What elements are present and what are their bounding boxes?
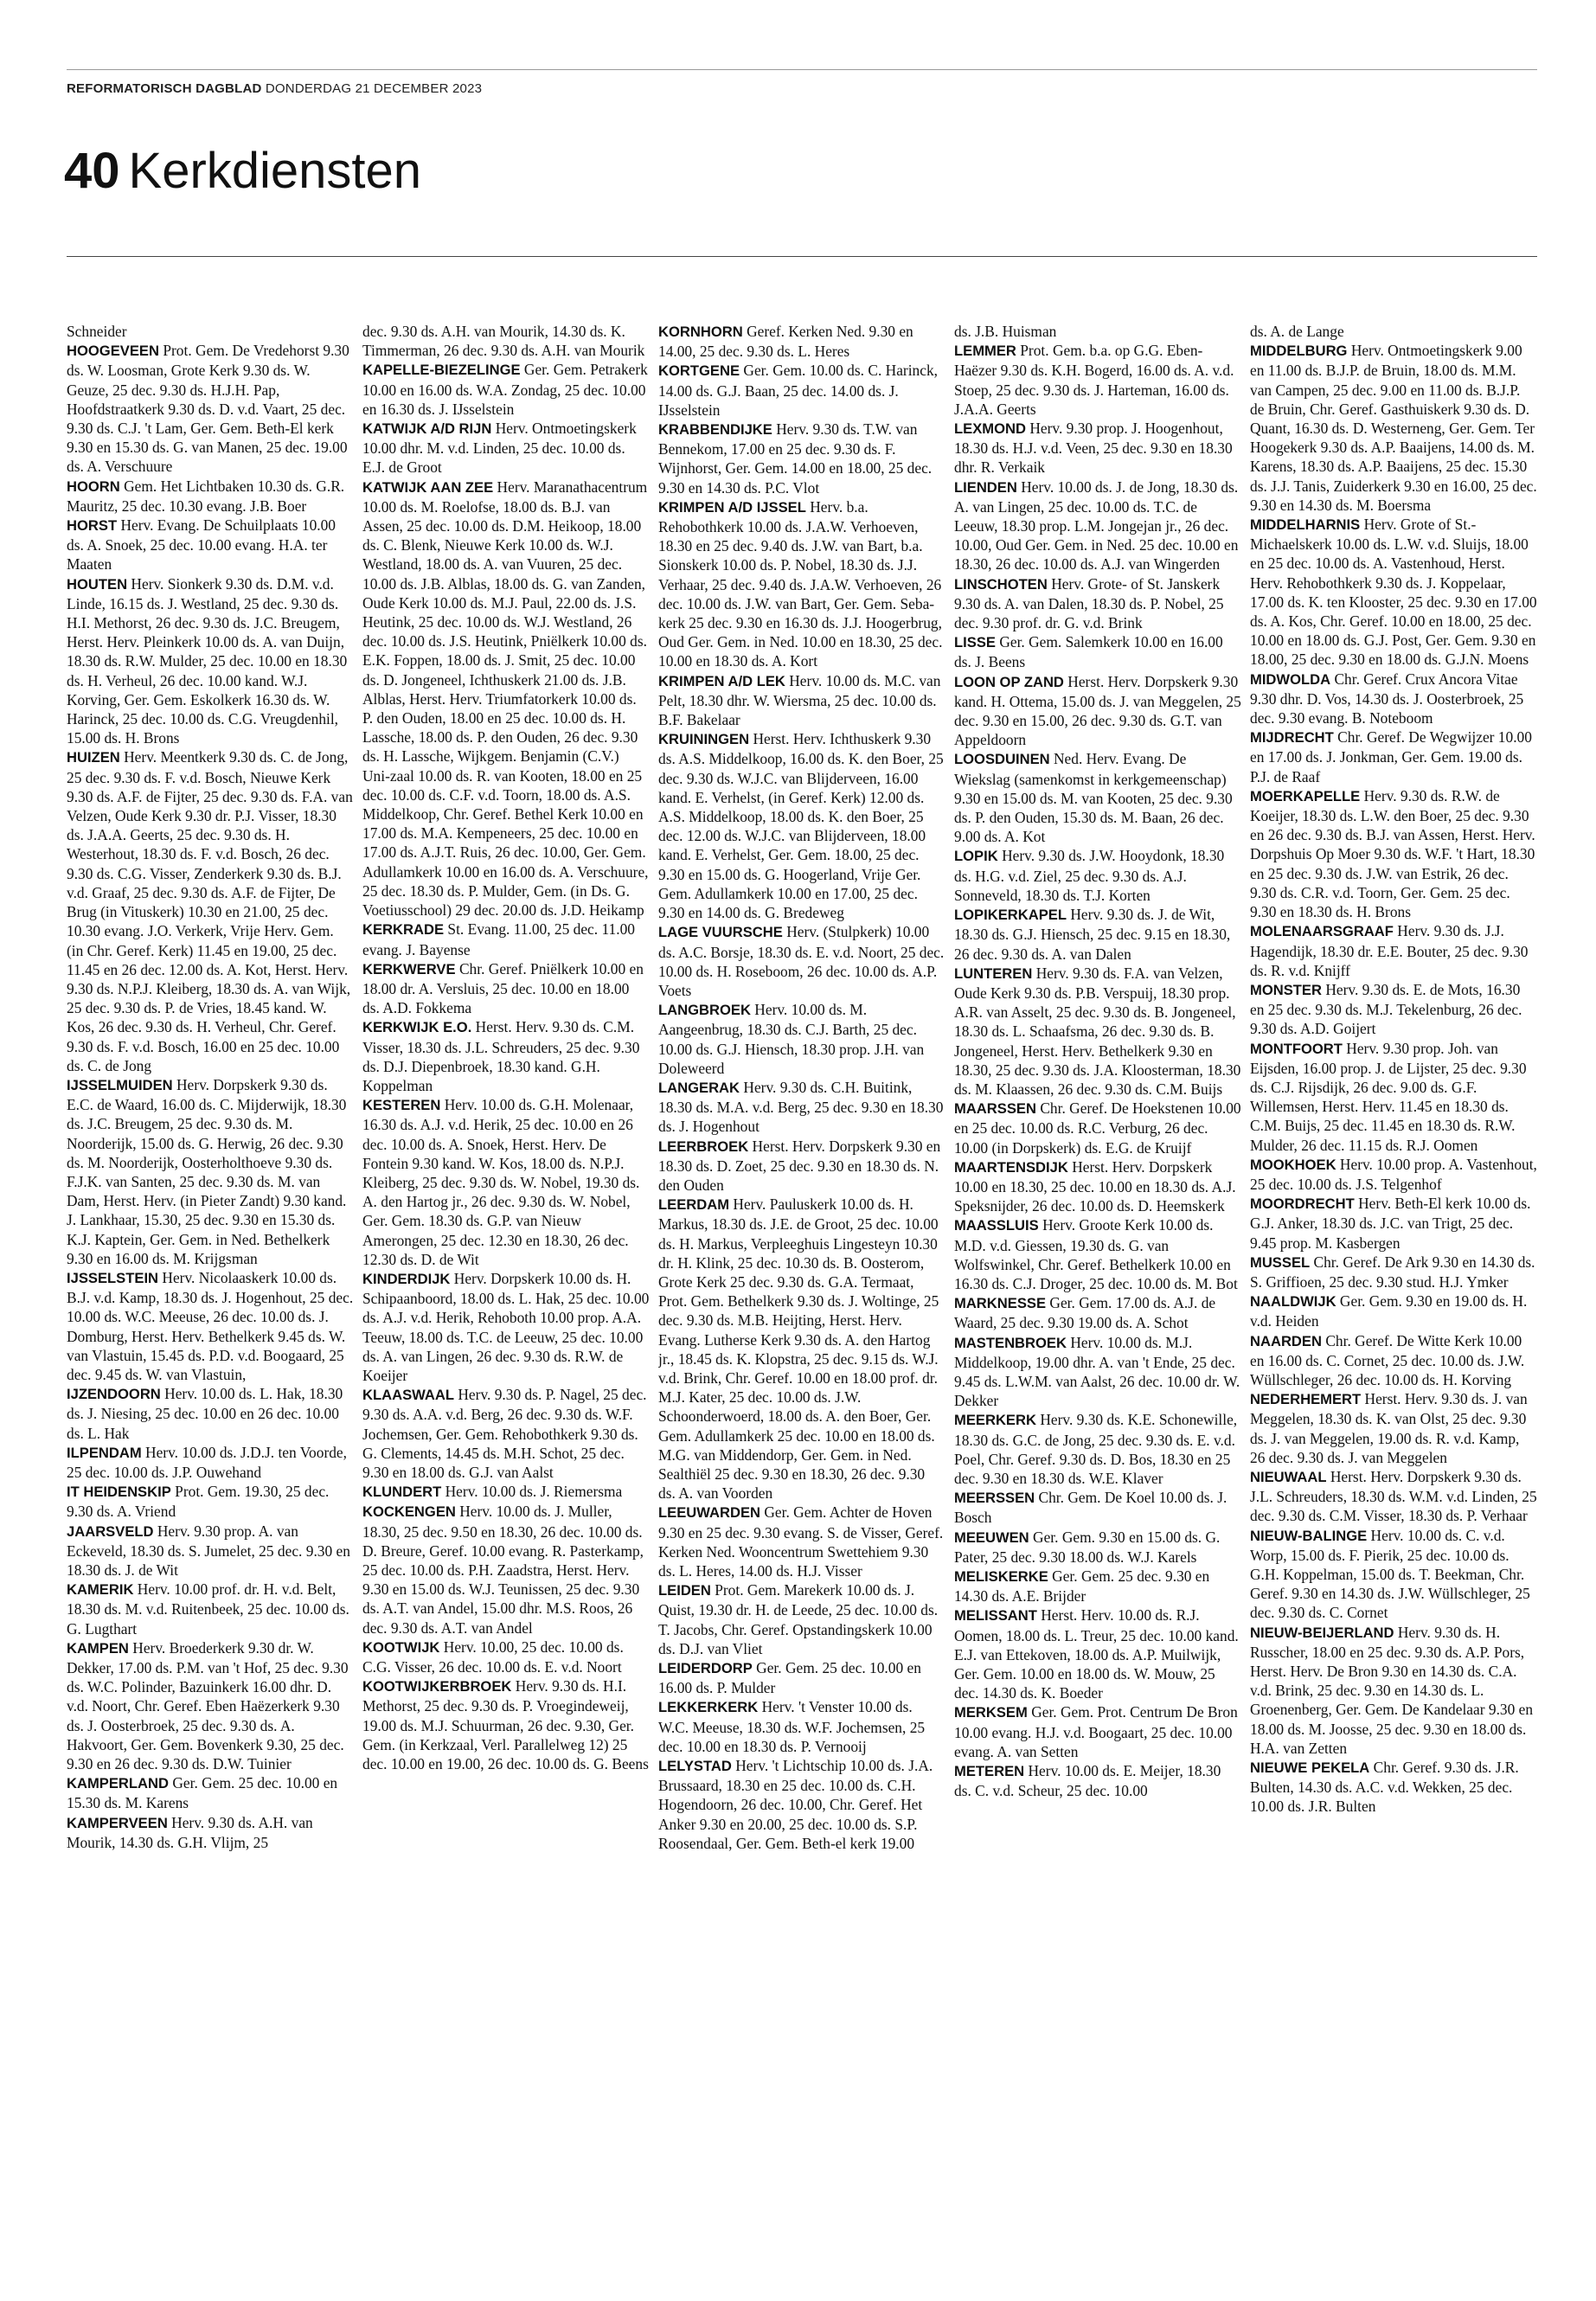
- service-details: Ger. Gem. 17.00 ds. A.J. de Waard, 25 dec. 9.30 19.00 ds. A. Schot: [954, 1294, 1216, 1332]
- church-listing: [658, 420, 945, 497]
- church-listing: [954, 1488, 1241, 1527]
- church-listing: [954, 1567, 1241, 1606]
- service-details: Herv. 9.30 ds. J.W. Hooydonk, 18.30 ds. H.G. v.d. Ziel, 25 dec. 9.30 ds. A.J. Sonneveld, 18.30 ds. T.J. Korten: [954, 847, 1225, 904]
- place-name: NAALDWIJK: [1250, 1293, 1336, 1311]
- place-name: KORTGENE: [658, 362, 740, 380]
- place-name: LISSE: [954, 634, 996, 651]
- place-name: NIEUWAAL: [1250, 1468, 1327, 1485]
- service-details: Chr. Gem. De Koel 10.00 ds. J. Bosch: [954, 1489, 1227, 1527]
- place-name: KAMPERVEEN: [67, 1814, 168, 1831]
- church-listing: [362, 1095, 650, 1269]
- place-name: KERKWIJK E.O.: [362, 1019, 472, 1036]
- church-listing: [67, 322, 354, 341]
- church-listing: [658, 729, 945, 922]
- church-listing: [954, 419, 1241, 478]
- place-name: KLUNDERT: [362, 1484, 442, 1501]
- place-name: NIEUW-BEIJERLAND: [1250, 1624, 1394, 1641]
- place-name: KAMERIK: [67, 1581, 134, 1599]
- church-listing: [362, 1638, 650, 1676]
- service-details: Ger. Gem. Salemkerk 10.00 en 16.00 ds. J. Beens: [954, 633, 1223, 671]
- place-name: IJZENDOORN: [67, 1386, 161, 1403]
- church-listing: [954, 1333, 1241, 1411]
- place-name: IT HEIDENSKIP: [67, 1484, 171, 1501]
- service-details: Herv. 10.00 ds. M.J. Middelkoop, 19.00 dhr. A. van 't Ende, 25 dec. 9.45 ds. L.W.M. van Aalst, 26 dec. 10.00 dr. W. Dekker: [954, 1333, 1240, 1410]
- service-details: Herst. Herv. 10.00 ds. R.J. Oomen, 18.00 ds. L. Treur, 25 dec. 10.00 kand. E.J. van Ettekoven, 18.00 ds. A.P. Muilwijk, Ger. Gem. 10.00 en 18.00 ds. W. Mouw, 25 dec. 14.30 ds. K. Boeder: [954, 1606, 1239, 1702]
- service-details: Chr. Geref. De Witte Kerk 10.00 en 16.00 ds. C. Cornet, 25 dec. 10.00 ds. J.W. Wüllschleger, 26 dec. 10.00 ds. H. Korving: [1250, 1331, 1525, 1388]
- church-listing: [1250, 727, 1537, 786]
- place-name: IJSSELMUIDEN: [67, 1076, 173, 1093]
- place-name: KERKRADE: [362, 921, 445, 939]
- place-name: KOOTWIJK: [362, 1638, 440, 1656]
- service-details: Herv. 10.00 ds. G.H. Molenaar, 16.30 ds. A.J. v.d. Herik, 25 dec. 10.00 en 26 dec. 10.00 ds. A. Snoek, Herst. Herv. De Fontein 9.30 kand. W. Kos, 18.00 ds. N.P.J. Kleiberg, 25 dec. 9.30 ds. W. Nobel, 19.30 ds. A. den Hartog jr., 26 dec. 9.30 ds. W. Nobel, Ger. Gem. 18.30 ds. G.P. van Nieuw Amerongen, 25 dec. 12.30 en 18.30, 26 dec. 12.30 ds. D. de Wit: [362, 1096, 640, 1268]
- service-details: Gem. Het Lichtbaken 10.30 ds. G.R. Mauritz, 25 dec. 10.30 evang. J.B. Boer: [67, 477, 345, 515]
- place-name: LOPIK: [954, 848, 998, 865]
- service-details: Ger. Gem. Achter de Hoven 9.30 en 25 dec. 9.30 evang. S. de Visser, Geref. Kerken Ned. Wooncentrum Swettehiem 9.30 ds. L. Heres, 14.00 ds. H.J. Visser: [658, 1503, 944, 1580]
- church-listing: [1250, 341, 1537, 515]
- church-listing: [1250, 1758, 1537, 1817]
- place-name: KAMPERLAND: [67, 1775, 169, 1792]
- church-listing: [1250, 1526, 1537, 1623]
- service-details: Herv. Evang. De Schuilplaats 10.00 ds. A. Snoek, 25 dec. 10.00 evang. H.A. ter Maaten: [67, 516, 337, 574]
- place-name: MOLENAARSGRAAF: [1250, 923, 1394, 940]
- place-name: LEXMOND: [954, 420, 1026, 438]
- service-details: Herv. Ontmoetingskerk 10.00 dhr. M. v.d. Linden, 25 dec. 10.00 ds. E.J. de Groot: [362, 420, 637, 477]
- church-listing: [954, 1528, 1241, 1567]
- church-listing: [1250, 921, 1537, 980]
- church-listing: [67, 1638, 354, 1773]
- service-details: Chr. Geref. De Hoekstenen 10.00 en 25 dec. 10.00 ds. R.C. Verburg, 26 dec. 10.00 (in Dorpskerk) ds. E.G. de Kruijf: [954, 1099, 1241, 1157]
- page-title: [64, 145, 421, 197]
- place-name: METEREN: [954, 1763, 1025, 1780]
- service-details: Schneider: [67, 323, 127, 340]
- place-name: KLAASWAAL: [362, 1387, 455, 1404]
- service-details: Herv. 't Venster 10.00 ds. W.C. Meeuse, 18.30 ds. W.F. Jochemsen, 25 dec. 10.00 en 18.30 ds. P. Vernooij: [658, 1698, 926, 1755]
- church-listing: [954, 846, 1241, 905]
- service-details: Herst. Herv. Dorpskerk 10.00 en 18.30, 25 dec. 10.00 en 18.30 ds. A.J. Speksnijder, 26 dec. 10.00 ds. D. Heemskerk: [954, 1157, 1236, 1215]
- place-name: MAARTENSDIJK: [954, 1158, 1068, 1176]
- place-name: KRIMPEN A/D LEK: [658, 672, 785, 689]
- service-details: dec. 9.30 ds. A.H. van Mourik, 14.30 ds. K. Timmerman, 26 dec. 9.30 ds. A.H. van Mourik: [362, 323, 645, 360]
- church-listing: [362, 1502, 650, 1637]
- place-name: JAARSVELD: [67, 1522, 154, 1540]
- service-details: Herv. (Stulpkerk) 10.00 ds. A.C. Borsje, 18.30 ds. E. v.d. Noort, 25 dec. 10.00 ds. H. Roseboom, 26 dec. 10.00 ds. A.P. Voets: [658, 923, 945, 999]
- church-listing: [1250, 515, 1537, 670]
- place-name: MASTENBROEK: [954, 1334, 1067, 1351]
- church-listing: [362, 1017, 650, 1095]
- church-listing: [67, 1384, 354, 1443]
- service-details: Herv. Dorpskerk 10.00 ds. H. Schipaanboord, 18.00 ds. L. Hak, 25 dec. 10.00 ds. A.J. v.d. Herik, Rehoboth 10.00 prop. A.A. Teeuw, 18.00 ds. T.C. de Leeuw, 25 dec. 10.00 ds. A. van Lingen, 26 dec. 9.30 ds. R.W. de Koeijer: [362, 1269, 650, 1384]
- service-details: St. Evang. 11.00, 25 dec. 11.00 evang. J. Bayense: [362, 920, 635, 958]
- place-name: LOOSDUINEN: [954, 751, 1050, 768]
- service-details: Prot. Gem. Marekerk 10.00 ds. J. Quist, 19.30 dr. H. de Leede, 25 dec. 10.00 ds. T. Jacobs, Chr. Geref. Opstandingskerk 10.00 ds. D.J. van Vliet: [658, 1581, 939, 1657]
- place-name: LEMMER: [954, 343, 1016, 360]
- place-name: MAARSSEN: [954, 1100, 1036, 1118]
- place-name: LEEUWARDEN: [658, 1504, 761, 1522]
- service-details: Ger. Gem. 25 dec. 10.00 en 16.00 ds. P. Mulder: [658, 1659, 921, 1697]
- service-details: Ned. Herv. Evang. De Wiekslag (samenkomst in kerkgemeenschap) 9.30 en 15.00 ds. M. van Kooten, 25 dec. 9.30 ds. P. den Ouden, 15.30 ds. M. Baan, 26 dec. 9.00 ds. A. Kot: [954, 750, 1233, 846]
- service-details: Ger. Gem. 9.30 en 15.00 ds. G. Pater, 25 dec. 9.30 18.00 ds. W.J. Karels: [954, 1528, 1221, 1566]
- church-listing: [1250, 1155, 1537, 1194]
- place-name: MEERKERK: [954, 1412, 1036, 1429]
- service-details: Herv. 10.00 ds. M. Aangeenbrug, 18.30 ds. C.J. Barth, 25 dec. 10.00 ds. G.J. Hiensch, 18.30 prop. J.H. van Doleweerd: [658, 1001, 925, 1077]
- church-listing: [67, 1268, 354, 1384]
- service-details: Herv. Broederkerk 9.30 dr. W. Dekker, 17.00 ds. P.M. van 't Hof, 25 dec. 9.30 ds. W.C. Polinder, Bazuinkerk 16.00 dhr. D. v.d. Noort, Chr. Geref. Eben Haëzerkerk 9.30 ds. J. Oosterbroek, 25 dec. 9.30 ds. A. Hakvoort, Ger. Gem. Bovenkerk 9.30, 25 dec. 9.30 en 26 dec. 9.30 ds. D.W. Tuinier: [67, 1638, 349, 1773]
- place-name: MONSTER: [1250, 981, 1322, 998]
- service-details: Herv. Ontmoetingskerk 9.00 en 11.00 ds. B.J.P. de Bruin, 18.00 ds. M.M. van Campen, 25 dec. 9.00 en 11.00 ds. B.J.P. de Bruin, Chr. Geref. Gasthuiskerk 9.30 ds. D. Quant, 16.30 ds. D. Westerneng, Ger. Gem. Ter Hoogekerk 9.30 ds. A.P. Baaijens, 14.00 ds. M. Karens, 18.30 ds. A.P. Baaijens, 25 dec. 15.30 ds. J.J. Tanis, Zuiderkerk 9.30 en 16.00, 25 dec. 9.30 en 14.30 ds. M. Boersma: [1250, 342, 1537, 514]
- place-name: LANGBROEK: [658, 1002, 751, 1019]
- place-name: MOERKAPELLE: [1250, 787, 1361, 804]
- church-listing: [362, 1269, 650, 1385]
- church-listing: [954, 1293, 1241, 1332]
- service-details: Ger. Gem. Prot. Centrum De Bron 10.00 evang. H.J. v.d. Boogaart, 25 dec. 10.00 evang. A. van Setten: [954, 1703, 1238, 1760]
- place-name: LIENDEN: [954, 478, 1017, 496]
- church-listing: [658, 1580, 945, 1658]
- church-listing: [362, 959, 650, 1018]
- service-details: Herv. 10.00 ds. J. Muller, 18.30, 25 dec. 9.50 en 18.30, 26 dec. 10.00 ds. D. Breure, Geref. 10.00 evang. R. Pasterkamp, 25 dec. 10.00 ds. P.H. Zaadstra, Herst. Herv. 9.30 en 15.00 ds. W.J. Teunissen, 25 dec. 9.30 ds. A.T. van Andel, 15.00 dhr. M.S. Roos, 26 dec. 9.30 ds. A.T. van Andel: [362, 1503, 644, 1637]
- place-name: KRIMPEN A/D IJSSEL: [658, 498, 806, 516]
- place-name: KOCKENGEN: [362, 1503, 456, 1521]
- church-listing: [67, 1482, 354, 1521]
- service-details: Herv. 10.00 prof. dr. H. v.d. Belt, 18.30 ds. M. v.d. Ruitenbeek, 25 dec. 10.00 ds. G. Lugthart: [67, 1580, 349, 1638]
- place-name: IJSSELSTEIN: [67, 1269, 159, 1286]
- top-rule: [67, 69, 1537, 70]
- church-listing: [658, 1756, 945, 1853]
- service-details: Ger. Gem. 9.30 en 19.00 ds. H. v.d. Heiden: [1250, 1292, 1528, 1330]
- service-details: Herst. Herv. Ichthuskerk 9.30 ds. A.S. Middelkoop, 16.00 ds. K. den Boer, 25 dec. 9.30 ds. W.J.C. van Blijderveen, 16.00 kand. E. Verhelst, (in Geref. Kerk) 12.00 ds. A.S. Middelkoop, 18.00 ds. K. den Boer, 25 dec. 12.00 ds. W.J.C. van Blijderveen, 18.00 kand. E. Verhelst, Ger. Gem. 18.00, 25 dec. 9.30 en 15.00 ds. G. Hoogerland, Vrije Ger. Gem. Adullamkerk 10.00 en 17.00, 25 dec. 9.30 en 14.00 ds. G. Bredeweg: [658, 730, 944, 922]
- church-listing: [67, 1522, 354, 1580]
- service-details: Herv. 10.00 ds. L. Hak, 18.30 ds. J. Niesing, 25 dec. 10.00 en 26 dec. 10.00 ds. L. Hak: [67, 1385, 343, 1442]
- service-details: Herv. Meentkerk 9.30 ds. C. de Jong, 25 dec. 9.30 ds. F. v.d. Bosch, Nieuwe Kerk 9.30 ds. A.F. de Fijter, 25 dec. 9.30 ds. F.A. van Velzen, Oude Kerk 9.30 dr. P.J. Visser, 18.30 ds. J.A.A. Geerts, 25 dec. 9.30 ds. H. Westerhout, 18.30 ds. F. v.d. Bosch, 26 dec. 9.30 ds. C.G. Visser, Zenderkerk 9.30 ds. B.J. v.d. Graaf, 25 dec. 9.30 ds. A.F. de Fijter, De Brug (in Vituskerk) 10.30 en 21.00, 25 dec. 10.30 evang. J.O. Verkerk, Vrije Herv. Gem. (in Chr. Geref. Kerk) 11.45 en 19.00, 25 dec. 11.45 en 26 dec. 12.00 ds. A. Kot, Herst. Herv. 9.30 ds. N.P.J. Kleiberg, 18.30 ds. A. van Wijk, 25 dec. 9.30 ds. P. de Vries, 18.45 kand. W. Kos, 26 dec. 9.30 ds. H. Verheul, Chr. Geref. 9.30 ds. F. v.d. Bosch, 16.00 en 25 dec. 10.00 ds. C. de Jong: [67, 748, 353, 1074]
- church-listing: [954, 905, 1241, 964]
- church-listing: [954, 1702, 1241, 1761]
- place-name: HORST: [67, 517, 118, 535]
- church-listing: [1250, 1039, 1537, 1155]
- service-details: ds. A. de Lange: [1250, 323, 1344, 340]
- place-name: LOPIKERKAPEL: [954, 907, 1067, 924]
- place-name: MELISKERKE: [954, 1568, 1048, 1585]
- church-listing: [954, 574, 1241, 633]
- service-details: Herv. Pauluskerk 10.00 ds. H. Markus, 18.30 ds. J.E. de Groot, 25 dec. 10.00 ds. H. Markus, Verpleeghuis Lingesteyn 10.30 dr. H. Klink, 25 dec. 10.30 ds. B. Oosterom, Grote Kerk 25 dec. 9.30 ds. G.A. Termaat, Prot. Gem. Bethelkerk 9.30 ds. J. Woltinge, 25 dec. 9.30 ds. M.B. Heijting, Herst. Herv. Evang. Lutherse Kerk 9.30 ds. A. den Hartog jr., 18.45 ds. K. Klopstra, 25 dec. 9.15 ds. W.J. v.d. Brink, Chr. Geref. 10.00 en 18.00 prof. dr. M.J. Kater, 25 dec. 10.00 ds. J.W. Schoonderwoerd, 18.00 ds. A. den Boer, Ger. Gem. Adullamkerk 25 dec. 10.00 en 18.00 ds. M.G. van Middendorp, Ger. Gem. in Ned. Sealthiël 25 dec. 9.30 en 18.30, 26 dec. 9.30 ds. A. van Voorden: [658, 1195, 939, 1503]
- place-name: MELISSANT: [954, 1607, 1037, 1625]
- church-listing: [362, 478, 650, 920]
- church-listing: [954, 632, 1241, 671]
- service-details: Herv. 10.00 ds. E. Meijer, 18.30 ds. C. v.d. Scheur, 25 dec. 10.00: [954, 1762, 1221, 1800]
- place-name: MEEUWEN: [954, 1529, 1029, 1546]
- service-details: Chr. Geref. Crux Ancora Vitae 9.30 dhr. D. Vos, 14.30 ds. J. Oosterbroek, 25 dec. 9.30 evang. B. Noteboom: [1250, 670, 1524, 727]
- service-details: Ger. Gem. Petrakerk 10.00 en 16.00 ds. W.A. Zondag, 25 dec. 10.00 en 16.30 ds. J. IJsselstein: [362, 361, 648, 418]
- place-name: MIDDELHARNIS: [1250, 516, 1361, 534]
- place-name: KERKWERVE: [362, 960, 456, 977]
- masthead-paper: REFORMATORISCH DAGBLAD: [67, 81, 262, 96]
- church-listing: [1250, 980, 1537, 1039]
- service-details: Herv. Grote of St.-Michaelskerk 10.00 ds. L.W. v.d. Sluijs, 18.00 en 25 dec. 10.00 ds. A. Vastenhoud, Herst. Herv. Rehobothkerk 9.30 ds. J. Koppelaar, 17.00 ds. K. ten Klooster, 25 dec. 9.30 en 17.00 ds. A. Kos, Chr. Geref. 10.00 en 18.00, 25 dec. 10.00 en 18.00 ds. G.J. Post, Ger. Gem. 9.30 en 18.00, 25 dec. 9.30 en 18.00 ds. G.J.N. Moens: [1250, 516, 1537, 669]
- place-name: KAMPEN: [67, 1639, 129, 1657]
- service-details: Herv. Grote- of St. Janskerk 9.30 ds. A. van Dalen, 18.30 ds. P. Nobel, 25 dec. 9.30 prof. dr. G. v.d. Brink: [954, 574, 1224, 632]
- listing-column: [954, 322, 1241, 2268]
- service-details: Herv. 9.30 ds. K.E. Schonewille, 18.30 ds. G.C. de Jong, 25 dec. 9.30 ds. E. v.d. Poel, Chr. Geref. 9.30 ds. D. Bos, 18.30 en 25 dec. 9.30 en 18.30 ds. W.E. Klaver: [954, 1411, 1238, 1487]
- section-rule: [67, 256, 1537, 257]
- place-name: LINSCHOTEN: [954, 575, 1048, 593]
- place-name: KOOTWIJKERBROEK: [362, 1678, 512, 1695]
- place-name: NIEUW-BALINGE: [1250, 1527, 1368, 1544]
- church-listing: [67, 1443, 354, 1482]
- place-name: NAARDEN: [1250, 1332, 1322, 1349]
- church-listing: [1250, 1292, 1537, 1330]
- place-name: NIEUWE PEKELA: [1250, 1759, 1370, 1777]
- service-details: Herst. Herv. Dorpskerk 9.30 ds. J.L. Schreuders, 18.30 ds. W.M. v.d. Linden, 25 dec. 9.30 ds. C.M. Visser, 18.30 ds. P. Verhaar: [1250, 1467, 1537, 1525]
- place-name: KRABBENDIJKE: [658, 421, 772, 439]
- service-details: Herv. 9.30 ds. A.H. van Mourik, 14.30 ds. G.H. Vlijm, 25: [67, 1813, 313, 1851]
- place-name: MIJDRECHT: [1250, 729, 1334, 747]
- church-listing: [658, 1195, 945, 1503]
- place-name: MAASSLUIS: [954, 1217, 1039, 1234]
- service-details: Chr. Geref. 9.30 ds. J.R. Bulten, 14.30 ds. A.C. v.d. Wekken, 25 dec. 10.00 ds. J.R. Bulten: [1250, 1759, 1519, 1816]
- place-name: LEKKERKERK: [658, 1699, 759, 1716]
- service-details: Herv. 9.30 ds. J. de Wit, 18.30 ds. G.J. Hiensch, 25 dec. 9.15 en 18.30, 26 dec. 9.30 ds. A. van Dalen: [954, 906, 1231, 963]
- service-details: Herv. 10.00 prop. A. Vastenhout, 25 dec. 10.00 ds. J.S. Telgenhof: [1250, 1155, 1537, 1193]
- place-name: MOORDRECHT: [1250, 1195, 1355, 1213]
- church-listing: [658, 671, 945, 730]
- service-details: Herv. 9.30 ds. C.H. Buitink, 18.30 ds. M.A. v.d. Berg, 25 dec. 9.30 en 18.30 ds. J. Hogenhout: [658, 1078, 944, 1136]
- place-name: LEIDERDORP: [658, 1660, 753, 1677]
- church-listing: [67, 1773, 354, 1812]
- place-name: LOON OP ZAND: [954, 673, 1064, 690]
- service-details: Herv. 9.30 prop. J. Hoogenhout, 18.30 ds. H.J. v.d. Veen, 25 dec. 9.30 en 18.30 dhr. R. Verkaik: [954, 420, 1233, 477]
- service-details: Herv. 10.00 ds. J. Riemersma: [445, 1483, 623, 1501]
- church-listing: [1250, 670, 1537, 728]
- service-details: Herv. 9.30 ds. F.A. van Velzen, Oude Kerk 9.30 ds. P.B. Verspuij, 18.30 prop. A.R. van Asselt, 25 dec. 9.30 ds. B. Jongeneel, 18.30 ds. L. Schaafsma, 26 dec. 9.30 ds. B. Jongeneel, Herst. Herv. Bethelkerk 9.30 en 18.30, 25 dec. 9.30 ds. J.A. Kloosterman, 18.30 ds. M. Klaassen, 26 dec. 9.30 ds. C.M. Buijs: [954, 964, 1241, 1098]
- service-details: Herv. 10.00 ds. J. de Jong, 18.30 ds. A. van Lingen, 25 dec. 10.00 ds. T.C. de Leeuw, 18.30 prop. L.M. Jongejan jr., 26 dec. 10.00, Oud Ger. Gem. in Ned. 25 dec. 10.00 en 18.30, 26 dec. 10.00 ds. A.J. van Wingerden: [954, 478, 1239, 574]
- service-details: Ger. Gem. 25 dec. 9.30 en 14.30 ds. A.E. Brijder: [954, 1567, 1210, 1606]
- service-details: Ger. Gem. 25 dec. 10.00 en 15.30 ds. M. Karens: [67, 1774, 338, 1812]
- church-listing: [954, 1215, 1241, 1293]
- place-name: MEERSSEN: [954, 1490, 1035, 1507]
- place-name: KAPELLE-BIEZELINGE: [362, 362, 521, 379]
- service-details: Herv. 9.30 ds. H. Russcher, 18.00 en 25 dec. 9.30 ds. A.P. Pors, Herst. Herv. De Bron 9.30 en 14.30 ds. C.A. v.d. Brink, 25 dec. 9.30 en 14.30 ds. L. Groenenberg, Ger. Gem. De Kandelaar 9.30 en 18.00 ds. M. Joosse, 25 dec. 9.30 en 18.00 ds. H.A. van Zetten: [1250, 1623, 1534, 1757]
- church-listing: [362, 1385, 650, 1482]
- church-listing: [362, 419, 650, 478]
- service-details: Herst. Herv. 9.30 ds. C.M. Visser, 18.30 ds. J.L. Schreuders, 25 dec. 9.30 ds. D.J. Diepenbroek, 18.30 kand. G.H. Koppelman: [362, 1018, 640, 1094]
- section-title: Kerkdiensten: [128, 143, 422, 199]
- place-name: KINDERDIJK: [362, 1270, 451, 1287]
- place-name: HOUTEN: [67, 575, 128, 593]
- service-details: Herv. 9.30 ds. P. Nagel, 25 dec. 9.30 ds. A.A. v.d. Berg, 26 dec. 9.30 ds. W.F. Jochemsen, Ger. Gem. Rehobothkerk 9.30 ds. G. Clements, 14.45 ds. M.H. Schot, 25 dec. 9.30 en 18.00 ds. G.J. van Aalst: [362, 1386, 647, 1481]
- service-details: Prot. Gem. b.a. op G.G. Eben-Haëzer 9.30 ds. K.H. Bogerd, 16.00 ds. A. v.d. Stoep, 25 dec. 9.30 ds. J. Harteman, 16.00 ds. J.A.A. Geerts: [954, 342, 1234, 418]
- listing-column: [67, 322, 354, 2268]
- listing-column: [1250, 322, 1537, 2268]
- church-listing: [67, 341, 354, 476]
- church-listing: [658, 1503, 945, 1580]
- service-details: Prot. Gem. De Vredehorst 9.30 ds. W. Loosman, Grote Kerk 9.30 ds. W. Geuze, 25 dec. 9.30 ds. H.J.H. Pap, Hoofdstraatkerk 9.30 ds. D. v.d. Vaart, 25 dec. 9.30 ds. C.J. 't Lam, Ger. Gem. Beth-El kerk 9.30 en 15.30 ds. G. van Manen, 25 dec. 19.00 ds. A. Verschuure: [67, 342, 349, 476]
- church-listing: [1250, 1623, 1537, 1758]
- service-details: Herv. 10.00 ds. C. v.d. Worp, 15.00 ds. F. Pierik, 25 dec. 10.00 ds. G.H. Koppelman, 15.00 ds. T. Beekman, Chr. Geref. 9.30 en 14.30 ds. J.W. Wüllschleger, 25 dec. 9.30 ds. C. Cornet: [1250, 1526, 1530, 1622]
- masthead-date: DONDERDAG 21 DECEMBER 2023: [265, 81, 483, 96]
- church-listing: [362, 360, 650, 419]
- church-listing: [1250, 322, 1537, 341]
- service-details: Herv. 10.00, 25 dec. 10.00 ds. C.G. Visser, 26 dec. 10.00 ds. E. v.d. Noort: [362, 1638, 624, 1676]
- church-listing: [362, 1482, 650, 1502]
- church-listing: [362, 1676, 650, 1773]
- service-details: Herv. Nicolaaskerk 10.00 ds. B.J. v.d. Kamp, 18.30 ds. J. Hogenhout, 25 dec. 10.00 ds. W.C. Meeuse, 26 dec. 10.00 ds. J. Domburg, Herst. Herv. Bethelkerk 9.45 ds. W. van Vlastuin, 15.45 ds. P.D. v.d. Boogaard, 25 dec. 9.45 ds. W. van Vlastuin,: [67, 1268, 354, 1383]
- place-name: LANGERAK: [658, 1079, 740, 1096]
- place-name: HOOGEVEEN: [67, 343, 159, 360]
- church-listing: [954, 1157, 1241, 1216]
- service-details: ds. J.B. Huisman: [954, 323, 1057, 340]
- church-listing: [67, 1813, 354, 1852]
- church-listing: [954, 478, 1241, 574]
- service-details: Chr. Geref. Pniëlkerk 10.00 en 18.00 dr. A. Versluis, 25 dec. 10.00 en 18.00 ds. A.D. Fokkema: [362, 959, 644, 1017]
- place-name: LELYSTAD: [658, 1758, 732, 1775]
- church-listing: [1250, 1331, 1537, 1390]
- church-listing: [1250, 1467, 1537, 1526]
- church-listing: [658, 361, 945, 420]
- church-listing: [954, 341, 1241, 419]
- church-listing: [954, 1410, 1241, 1488]
- service-details: Herv. Groote Kerk 10.00 ds. M.D. v.d. Giessen, 19.30 ds. G. van Wolfswinkel, Chr. Geref. Bethelkerk 10.00 en 16.30 ds. C.J. Droger, 25 dec. 10.00 ds. M. Bot: [954, 1216, 1238, 1292]
- service-details: Herv. 9.30 ds. R.W. de Koeijer, 18.30 ds. L.W. den Boer, 25 dec. 9.30 en 26 dec. 9.30 ds. B.J. van Assen, Herst. Herv. Dorpshuis Op Moer 9.30 ds. W.F. 't Hart, 18.30 en 25 dec. 9.30 ds. J.W. van Estrik, 26 dec. 9.30 ds. C.R. v.d. Toorn, Ger. Gem. 25 dec. 9.30 en 18.30 ds. H. Brons: [1250, 786, 1535, 921]
- church-listing: [954, 1606, 1241, 1702]
- place-name: MUSSEL: [1250, 1253, 1311, 1271]
- service-details: Herv. 9.30 prop. A. van Eckeveld, 18.30 ds. S. Jumelet, 25 dec. 9.30 en 18.30 ds. J. de Wit: [67, 1522, 350, 1579]
- church-listing: [658, 922, 945, 1000]
- place-name: LEIDEN: [658, 1582, 711, 1599]
- service-details: Herst. Herv. Dorpskerk 9.30 en 18.30 ds. D. Zoet, 25 dec. 9.30 en 18.30 ds. N. den Ouden: [658, 1137, 941, 1194]
- service-details: Herv. 't Lichtschip 10.00 ds. J.A. Brussaard, 18.30 en 25 dec. 10.00 ds. C.H. Hogendoorn, 26 dec. 10.00, Chr. Geref. Het Anker 9.30 en 20.00, 25 dec. 10.00 ds. S.P. Roosendaal, Ger. Gem. Beth-el kerk 19.00: [658, 1757, 933, 1852]
- service-details: Ger. Gem. 10.00 ds. C. Harinck, 14.00 ds. G.J. Baan, 25 dec. 14.00 ds. J. IJsselstein: [658, 362, 938, 419]
- church-listing: [67, 1075, 354, 1268]
- place-name: KORNHORN: [658, 324, 743, 340]
- place-name: MOOKHOEK: [1250, 1156, 1336, 1173]
- service-details: Herv. 10.00 ds. J.D.J. ten Voorde, 25 dec. 10.00 ds. J.P. Ouwehand: [67, 1443, 348, 1481]
- church-listing: [954, 1099, 1241, 1157]
- service-details: Herv. 9.30 ds. E. de Mots, 16.30 en 25 dec. 9.30 ds. M.J. Tekelenburg, 26 dec. 9.30 ds. A.D. Goijert: [1250, 980, 1522, 1038]
- service-details: Herv. 9.30 ds. T.W. van Bennekom, 17.00 en 25 dec. 9.30 ds. F. Wijnhorst, Ger. Gem. 14.00 en 18.00, 25 dec. 9.30 en 14.30 ds. P.C. Vlot: [658, 420, 933, 497]
- place-name: LEERBROEK: [658, 1138, 749, 1155]
- place-name: LEERDAM: [658, 1196, 730, 1214]
- place-name: MERKSEM: [954, 1704, 1028, 1721]
- place-name: KRUININGEN: [658, 731, 750, 748]
- church-listing: [658, 1658, 945, 1697]
- church-listing: [67, 1580, 354, 1638]
- service-details: Herv. 9.30 ds. H.I. Methorst, 25 dec. 9.30 ds. P. Vroegindeweij, 19.00 ds. M.J. Schuurman, 26 dec. 9.30, Ger. Gem. (in Kerkzaal, Verl. Parallelweg 12) 25 dec. 10.00 en 19.00, 26 dec. 10.00 ds. G. Beens: [362, 1677, 649, 1773]
- church-listing: [67, 516, 354, 574]
- place-name: LAGE VUURSCHE: [658, 924, 783, 941]
- service-details: Chr. Geref. De Ark 9.30 en 14.30 ds. S. Griffioen, 25 dec. 9.30 stud. H.J. Ymker: [1250, 1253, 1535, 1291]
- listings: [67, 322, 1537, 2268]
- service-details: Chr. Geref. De Wegwijzer 10.00 en 17.00 ds. J. Jonkman, Ger. Gem. 19.00 ds. P.J. de Raaf: [1250, 728, 1532, 785]
- place-name: KESTEREN: [362, 1097, 441, 1114]
- church-listing: [658, 322, 945, 361]
- church-listing: [67, 574, 354, 748]
- church-listing: [67, 477, 354, 516]
- church-listing: [658, 1078, 945, 1137]
- service-details: Herv. 9.30 prop. Joh. van Eijsden, 16.00 prop. J. de Lijster, 25 dec. 9.30 ds. C.J. Rijsdijk, 26 dec. 9.00 ds. G.F. Willemsen, Herst. Herv. 11.45 en 18.30 ds. C.M. Buijs, 25 dec. 11.45 en 18.30 ds. R.W. Mulder, 26 dec. 11.15 ds. R.J. Oomen: [1250, 1039, 1527, 1154]
- church-listing: [362, 920, 650, 958]
- church-listing: [658, 1000, 945, 1078]
- church-listing: [954, 964, 1241, 1099]
- church-listing: [67, 747, 354, 1074]
- listing-column: [362, 322, 650, 2268]
- place-name: HOORN: [67, 478, 120, 495]
- place-name: NEDERHEMERT: [1250, 1391, 1362, 1408]
- service-details: Herv. 9.30 ds. J.J. Hagendijk, 18.30 dr. E.E. Bouter, 25 dec. 9.30 ds. R. v.d. Knijff: [1250, 922, 1529, 979]
- church-listing: [1250, 1253, 1537, 1292]
- place-name: LUNTEREN: [954, 965, 1033, 982]
- place-name: MIDDELBURG: [1250, 343, 1348, 360]
- church-listing: [658, 1137, 945, 1195]
- service-details: Prot. Gem. 19.30, 25 dec. 9.30 ds. A. Vriend: [67, 1483, 330, 1521]
- masthead: [67, 81, 482, 96]
- service-details: Herv. 10.00 ds. M.C. van Pelt, 18.30 dhr. W. Wiersma, 25 dec. 10.00 ds. B.F. Bakelaar: [658, 671, 941, 729]
- church-listing: [658, 1697, 945, 1756]
- place-name: MONTFOORT: [1250, 1040, 1343, 1057]
- service-details: Herv. Beth-El kerk 10.00 ds. G.J. Anker, 18.30 ds. J.C. van Trigt, 25 dec. 9.45 prop. M. Kasbergen: [1250, 1195, 1531, 1252]
- place-name: MIDWOLDA: [1250, 670, 1331, 688]
- place-name: MARKNESSE: [954, 1295, 1047, 1312]
- service-details: Herv. Dorpskerk 9.30 ds. E.C. de Waard, 16.00 ds. C. Mijderwijk, 18.30 ds. J.C. Breugem, 25 dec. 9.30 ds. M. Noorderijk, 15.00 ds. G. Herwig, 26 dec. 9.30 ds. M. Noorderijk, Oosterholthoeve 9.30 ds. F.J.K. van Santen, 25 dec. 9.30 ds. M. van Dam, Herst. Herv. (in Pieter Zandt) 9.30 kand. J. Lankhaar, 15.30, 25 dec. 9.30 en 15.30 ds. K.J. Kaptein, Ger. Gem. in Ned. Bethelkerk 9.30 en 16.00 ds. M. Krijgsman: [67, 1075, 347, 1267]
- service-details: Herv. Sionkerk 9.30 ds. D.M. v.d. Linde, 16.15 ds. J. Westland, 25 dec. 9.30 ds. H.I. Methorst, 26 dec. 9.30 ds. J.C. Breugem, Herst. Herv. Pleinkerk 10.00 ds. A. van Duijn, 18.30 ds. R.W. Mulder, 25 dec. 10.00 en 18.30 ds. H. Verheul, 26 dec. 10.00 kand. W.J. Korving, Ger. Gem. Eskolkerk 16.30 ds. W. Harinck, 25 dec. 10.00 ds. C.G. Vreugdenhil, 15.00 ds. H. Brons: [67, 574, 348, 747]
- church-listing: [362, 322, 650, 360]
- church-listing: [954, 322, 1241, 341]
- service-details: Herv. Maranathacentrum 10.00 ds. M. Roelofse, 18.00 ds. B.J. van Assen, 25 dec. 10.00 ds. D.M. Heikoop, 18.00 ds. C. Blenk, Nieuwe Kerk 10.00 ds. W.J. Westland, 18.00 ds. A. van Vuuren, 25 dec. 10.00 ds. J.B. Alblas, 18.00 ds. G. van Zanden, Oude Kerk 10.00 ds. M.J. Paul, 22.00 ds. J.S. Heutink, 25 dec. 10.00 ds. W.J. Westland, 26 dec. 10.00 ds. J.S. Heutink, Pniëlkerk 10.00 ds. E.K. Foppen, 18.00 ds. J. Smit, 25 dec. 10.00 ds. D. Jongeneel, Ichthuskerk 21.00 ds. J.B. Alblas, Herst. Herv. Triumfatorkerk 10.00 ds. P. den Ouden, 18.00 en 25 dec. 10.00 ds. H. Lassche, 18.00 ds. P. den Ouden, 26 dec. 9.30 ds. H. Lassche, Wijkgem. Benjamin (C.V.) Uni-zaal 10.00 ds. R. van Kooten, 18.00 en 25 dec. 10.00 ds. C.F. v.d. Toorn, 18.00 ds. A.S. Middelkoop, Chr. Geref. Bethel Kerk 10.00 en 17.00 ds. M.A. Kempeneers, 25 dec. 10.00 en 17.00 ds. A.J.T. Ruis, 26 dec. 10.00, Ger. Gem. Adullamkerk 10.00 en 16.00 ds. A. Verschuure, 25 dec. 18.30 ds. P. Mulder, Gem. (in Ds. G. Voetiusschool) 29 dec. 20.00 ds. J.D. Heikamp: [362, 478, 649, 920]
- place-name: KATWIJK A/D RIJN: [362, 420, 492, 438]
- page-number: 40: [64, 143, 120, 199]
- listing-column: [658, 322, 945, 2268]
- service-details: Herst. Herv. Dorpskerk 9.30 kand. H. Ottema, 15.00 ds. J. van Meggelen, 25 dec. 9.30 en 15.00, 26 dec. 9.30 ds. G.T. van Appeldoorn: [954, 672, 1241, 749]
- place-name: ILPENDAM: [67, 1444, 142, 1461]
- church-listing: [954, 749, 1241, 846]
- service-details: Geref. Kerken Ned. 9.30 en 14.00, 25 dec. 9.30 ds. L. Heres: [658, 323, 913, 361]
- church-listing: [1250, 786, 1537, 921]
- place-name: KATWIJK AAN ZEE: [362, 478, 494, 496]
- church-listing: [954, 672, 1241, 750]
- church-listing: [1250, 1389, 1537, 1467]
- church-listing: [1250, 1194, 1537, 1253]
- church-listing: [658, 497, 945, 671]
- service-details: Herv. b.a. Rehobothkerk 10.00 ds. J.A.W. Verhoeven, 18.30 en 25 dec. 9.40 ds. J.W. van Bart, b.a. Sionskerk 10.00 ds. P. Nobel, 18.30 ds. J.J. Verhaar, 25 dec. 9.40 ds. J.A.W. Verhoeven, 26 dec. 10.00 ds. J.W. van Bart, Ger. Gem. Seba-kerk 25 dec. 9.30 en 16.30 ds. J.J. Hoogerbrug, Oud Ger. Gem. in Ned. 10.00 en 18.30, 25 dec. 10.00 en 18.30 ds. A. Kort: [658, 497, 943, 670]
- church-listing: [954, 1761, 1241, 1800]
- place-name: HUIZEN: [67, 749, 120, 766]
- service-details: Herst. Herv. 9.30 ds. J. van Meggelen, 18.30 ds. K. van Olst, 25 dec. 9.30 ds. J. van Meggelen, 19.00 ds. R. v.d. Kamp, 26 dec. 9.30 ds. J. van Meggelen: [1250, 1390, 1528, 1466]
